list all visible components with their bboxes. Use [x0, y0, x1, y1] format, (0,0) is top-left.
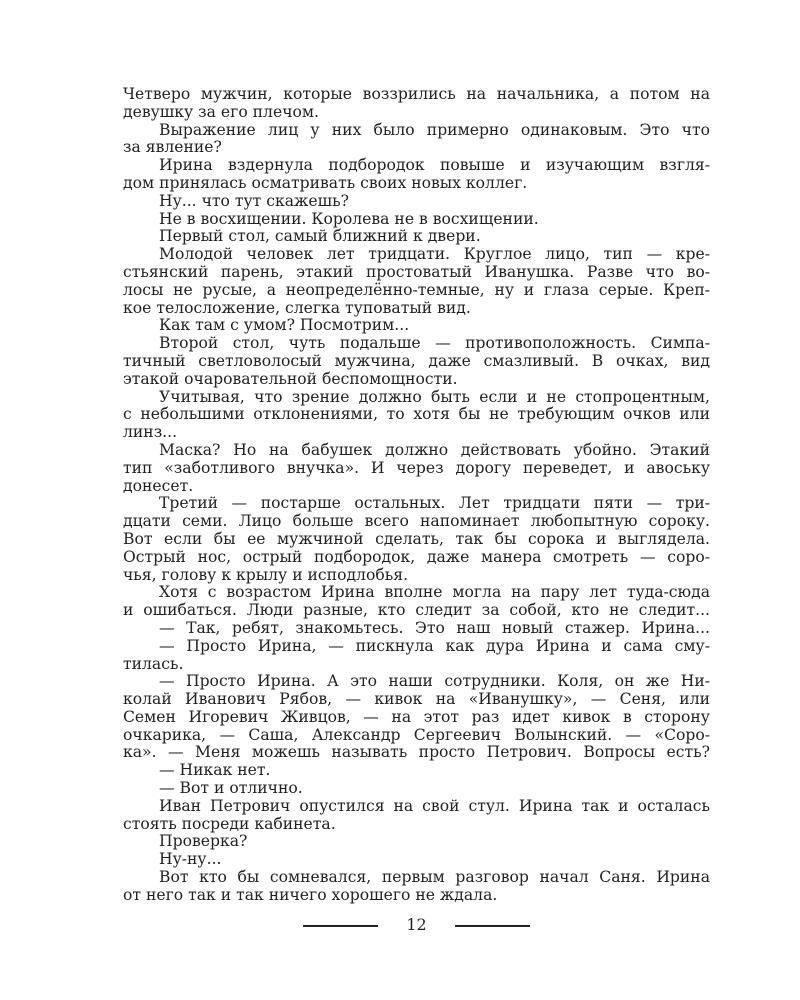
text-line: дцати семи. Лицо больше всего напоминает любопытную сороку. [123, 512, 710, 531]
text-line: Вот если бы ее мужчиной сделать, так бы сорока и выглядела. [123, 529, 710, 548]
text-line: девушку за его плечом. [123, 102, 319, 121]
text-line: чья, голову к крылу и исподлобья. [123, 565, 409, 584]
text-line: донесет. [123, 476, 194, 495]
text-line: — Просто Ирина, — пискнула как дура Ирина и сама сму- [159, 636, 710, 655]
text-line: дом принялась осматривать своих новых коллег. [123, 173, 528, 192]
text-line: Проверка? [159, 832, 248, 851]
text-line: Ирина вздернула подбородок повыше и изучающим взгля- [159, 156, 710, 175]
footer-rule-right [455, 925, 530, 927]
text-line: от него так и так ничего хорошего не ждала. [123, 885, 498, 904]
text-line: — Никак нет. [159, 761, 271, 780]
text-line: ка». — Меня можешь называть просто Петрович. Вопросы есть? [123, 743, 710, 762]
text-line: тилась. [123, 654, 184, 673]
text-line: Молодой человек лет тридцати. Круглое лицо, тип — кре- [159, 245, 710, 264]
text-line: колай Иванович Рябов, — кивок на «Иванушку», — Сеня, или [123, 690, 710, 709]
page-number: 12 [406, 915, 427, 934]
text-line: Ну-ну... [159, 850, 222, 869]
text-line: за явление? [123, 138, 222, 157]
text-line: Хотя с возрастом Ирина вполне могла на пару лет туда-сюда [159, 583, 710, 602]
text-line: Иван Петрович опустился на свой стул. Ирина так и осталась [159, 796, 710, 815]
text-line: — Так, ребят, знакомьтесь. Это наш новый стажер. Ирина... [159, 618, 710, 637]
text-line: — Просто Ирина. А это наши сотрудники. Коля, он же Ни- [159, 672, 710, 691]
footer-rule-left [303, 925, 378, 927]
text-line: Выражение лиц у них было примерно одинаковым. Это что [159, 120, 710, 139]
text-line: Вот кто бы сомневался, первым разговор начал Саня. Ирина [159, 868, 710, 887]
text-line: Учитывая, что зрение должно быть если и не стопроцентным, [159, 387, 710, 406]
text-line: этакой очаровательной беспомощности. [123, 369, 458, 388]
text-line: Первый стол, самый ближний к двери. [159, 227, 481, 246]
text-line: линз... [123, 423, 178, 442]
text-line: Ну... что тут скажешь? [159, 191, 349, 210]
text-line: кое телосложение, слегка туповатый вид. [123, 298, 471, 317]
text-line: очкарика, — Саша, Александр Сергеевич Волынский. — «Соро- [123, 725, 710, 744]
text-line: Четверо мужчин, которые воззрились на начальника, а потом на [123, 85, 710, 103]
text-line: Как там с умом? Посмотрим... [159, 316, 410, 335]
text-line: и ошибаться. Люди разные, кто следит за собой, кто не следит... [123, 601, 710, 620]
text-line: Маска? Но на бабушек должно действовать убойно. Этакий [159, 440, 710, 459]
text-line: стьянский парень, этакий простоватый Иванушка. Разве что во- [123, 262, 710, 281]
text-line: тичный светловолосый мужчина, даже смазливый. В очках, вид [123, 351, 710, 370]
book-page [123, 86, 710, 905]
text-line: Не в восхищении. Королева не в восхищении. [159, 209, 539, 228]
text-line: Второй стол, чуть подальше — противоположность. Симпа- [159, 334, 710, 353]
text-line: — Вот и отлично. [159, 779, 303, 798]
page-footer [0, 913, 800, 937]
text-line: тип «заботливого внучка». И через дорогу переведет, и авоську [123, 458, 710, 477]
text-line: Семен Игоревич Живцов, — на этот раз идет кивок в сторону [123, 707, 710, 726]
text-line: стоять посреди кабинета. [123, 814, 336, 833]
text-line: лосы не русые, а неопределённо-темные, ну и глаза серые. Креп- [123, 280, 710, 299]
text-line: с небольшими отклонениями, то хотя бы не требующим очков или [123, 405, 710, 424]
text-line: Третий — постарше остальных. Лет тридцати пяти — три- [159, 494, 710, 513]
text-line: Острый нос, острый подбородок, даже манера смотреть — соро- [123, 547, 710, 566]
